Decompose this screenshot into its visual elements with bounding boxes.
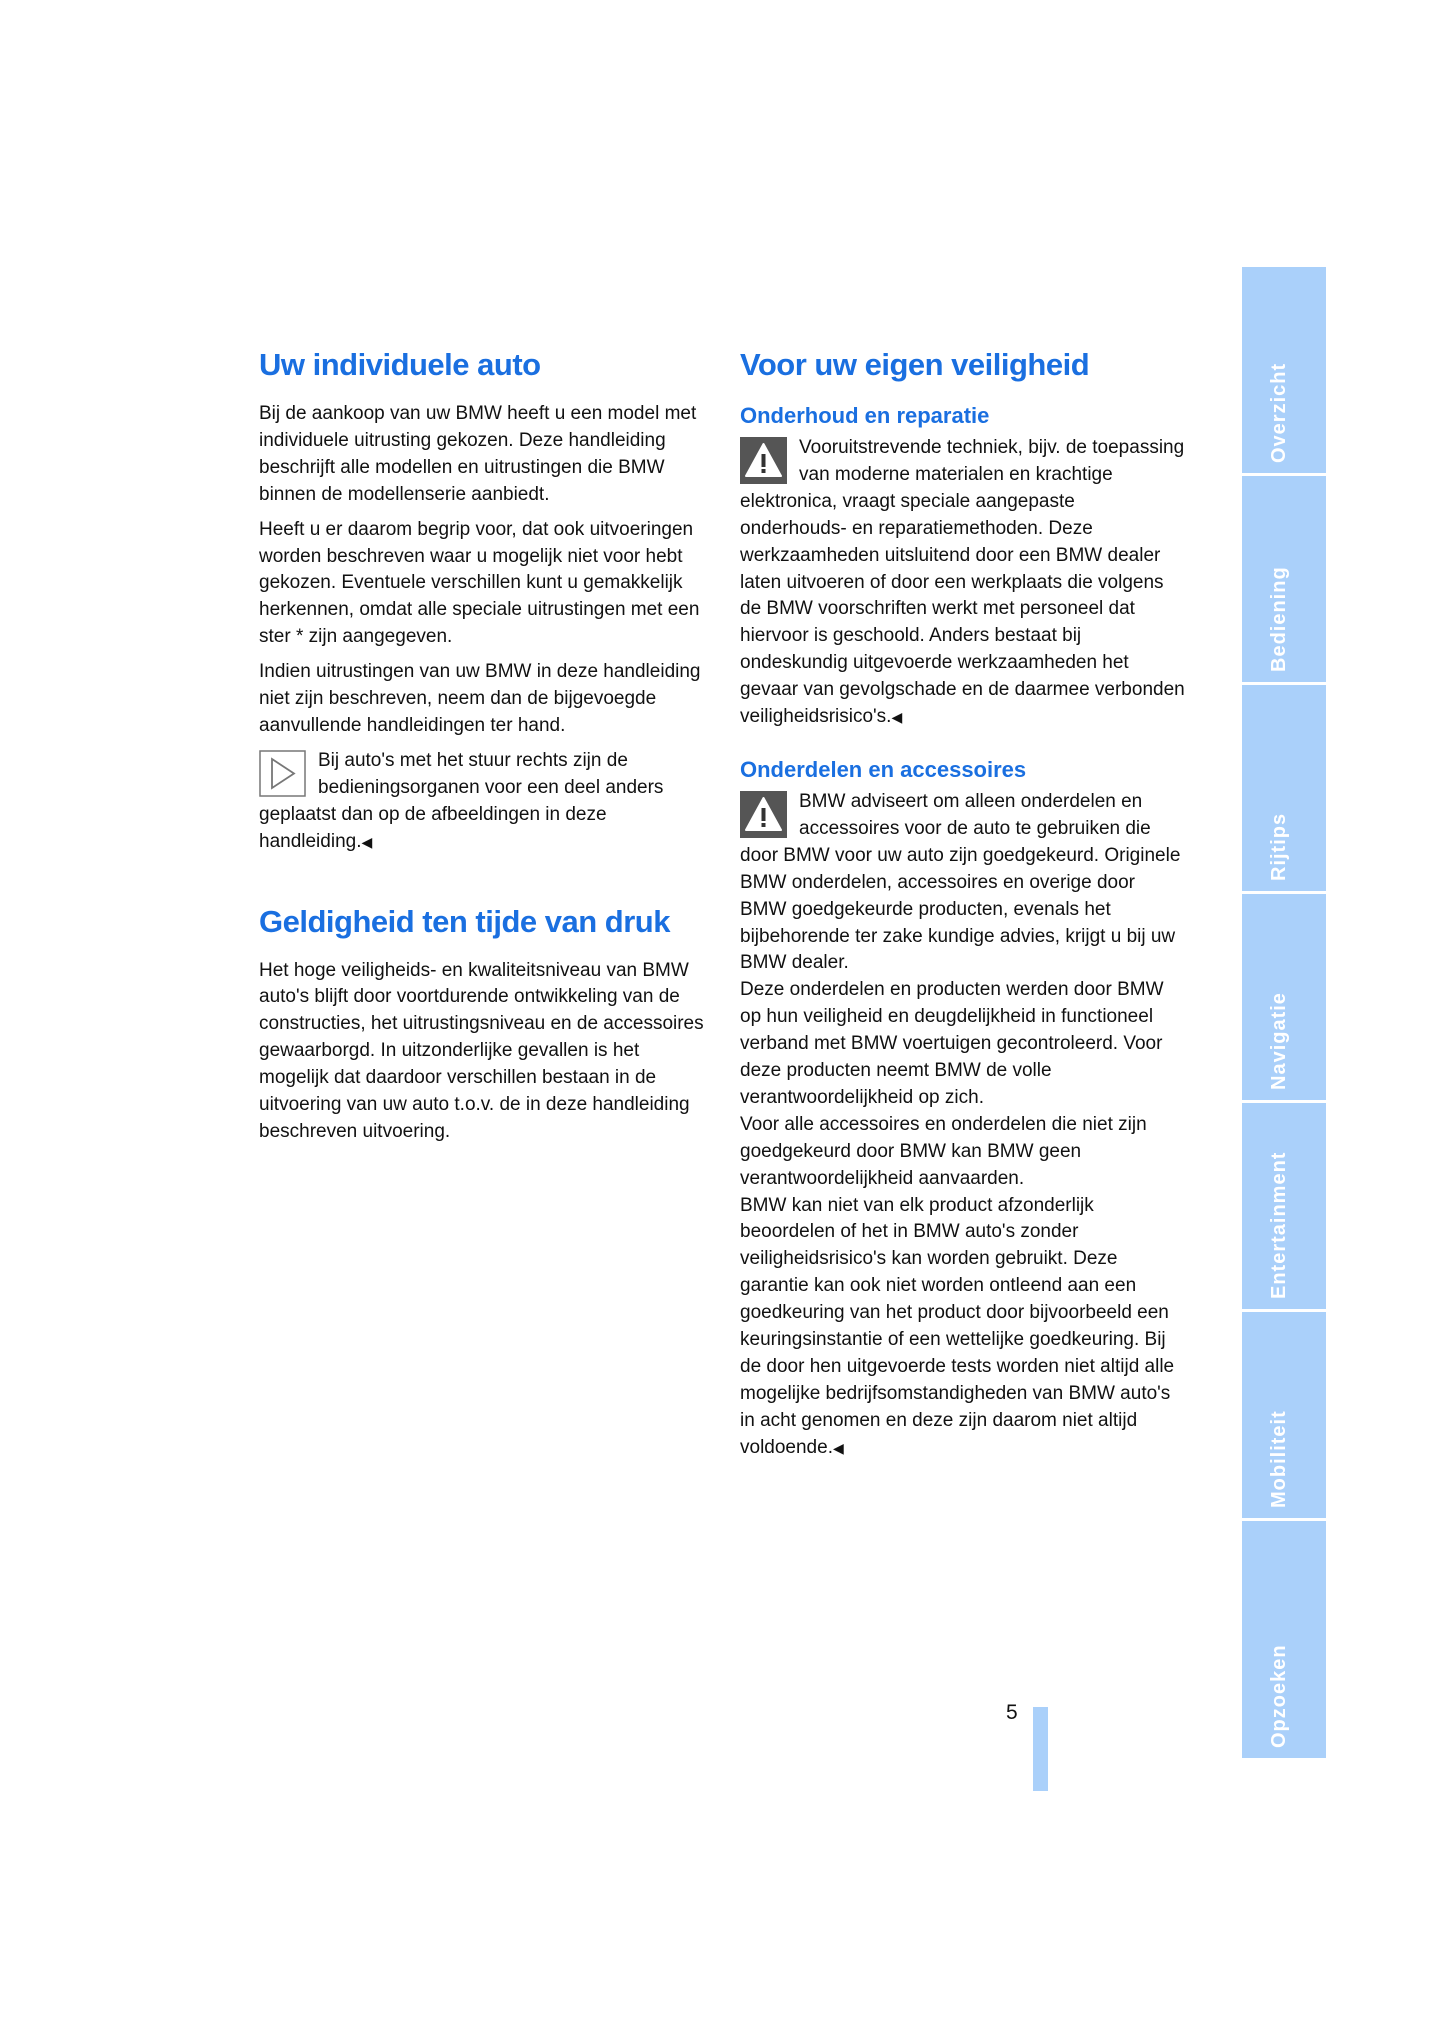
tab-label: Navigatie bbox=[1268, 992, 1290, 1090]
warning-text: Vooruitstrevende techniek, bijv. de toepassing van moderne materialen en krachtige elektronica, vraagt speciale aangepaste onderhouds- en reparatiemethoden. Deze werkzaamheden uitsluitend door een BMW dealer laten uitvoeren of door een werkplaats die volgens de BMW voorschriften werkt met personeel dat hiervoor is geschoold. Anders bestaat bij ondeskundig uitgevoerde werkzaamheden het gevaar van gevolgschade en de daarmee verbonden veiligheidsrisico's. bbox=[740, 437, 1185, 728]
end-marker-icon: ◀ bbox=[832, 1439, 844, 1456]
tab-label: Overzicht bbox=[1268, 362, 1290, 463]
tab-label: Opzoeken bbox=[1268, 1644, 1290, 1748]
subheading-parts: Onderdelen en accessoires bbox=[740, 756, 1027, 782]
paragraph bbox=[740, 1193, 1186, 1462]
paragraph: Indien uitrustingen van uw BMW in deze handleiding niet zijn beschreven, neem dan de bijgevoegde aanvullende handleidingen ter hand. bbox=[259, 661, 701, 736]
tab-label: Bediening bbox=[1268, 566, 1290, 672]
page-number: 5 bbox=[1006, 1701, 1018, 1724]
note-arrow-icon bbox=[259, 750, 306, 797]
note-block bbox=[259, 748, 705, 856]
heading-individual-car: Uw individuele auto bbox=[259, 347, 541, 382]
tab-opzoeken[interactable] bbox=[1242, 1521, 1326, 1758]
subheading-maintenance: Onderhoud en reparatie bbox=[740, 403, 990, 428]
tab-label: Entertainment bbox=[1268, 1151, 1290, 1299]
tab-label: Rijtips bbox=[1268, 812, 1290, 881]
paragraph: Voor alle accessoires en onderdelen die niet zijn goedgekeurd door BMW kan BMW geen verantwoordelijkheid aanvaarden. bbox=[740, 1113, 1147, 1189]
tab-entertainment[interactable] bbox=[1242, 1103, 1326, 1309]
heading-safety: Voor uw eigen veiligheid bbox=[740, 347, 1090, 382]
right-column bbox=[740, 345, 1186, 1462]
chapter-sidebar bbox=[1242, 267, 1326, 1758]
paragraph: Het hoge veiligheids- en kwaliteitsniveau van BMW auto's blijft door voortdurende ontwikkeling van de constructies, het uitrustingsniveau en de accessoires gewaarborgd. In uitzonderlijke gevallen is het mogelijk dat daardoor verschillen bestaan in de uitvoering van uw auto t.o.v. de in deze handleiding beschreven uitvoering. bbox=[259, 959, 704, 1142]
end-marker-icon: ◀ bbox=[361, 833, 373, 850]
warning-block bbox=[740, 435, 1186, 731]
tab-navigatie[interactable] bbox=[1242, 894, 1326, 1100]
warning-text: BMW adviseert om alleen onderdelen en accessoires voor de auto te gebruiken die door BMW voor uw auto zijn goedgekeurd. Originele BMW onderdelen, accessoires en overige door BMW goedgekeurde producten, evenals het bijbehorende ter zake kundige advies, krijgt u bij uw BMW dealer. bbox=[740, 790, 1181, 974]
tab-overzicht[interactable] bbox=[1242, 267, 1326, 473]
warning-icon bbox=[740, 437, 787, 484]
page-number-bar bbox=[1033, 1707, 1048, 1791]
note-text: Bij auto's met het stuur rechts zijn de bedieningsorganen voor een deel anders geplaatst dan op de afbeeldingen in deze handleiding. bbox=[259, 749, 664, 852]
paragraph: Bij de aankoop van uw BMW heeft u een model met individuele uitrusting gekozen. Deze handleiding beschrijft alle modellen en uitrustingen die BMW binnen de modellenserie aanbiedt. bbox=[259, 403, 697, 505]
tab-bediening[interactable] bbox=[1242, 476, 1326, 682]
left-column bbox=[259, 345, 705, 1154]
paragraph-text: BMW kan niet van elk product afzonderlijk beoordelen of het in BMW auto's zonder veiligheidsrisico's kan worden gebruikt. Deze garantie kan ook niet worden ontleend aan een goedkeuring van het product door bijvoorbeeld een keuringsinstantie of een wettelijke goedkeuring. Bij de door hen uitgevoerde tests worden niet altijd alle mogelijke bedrijfsomstandigheden van BMW auto's in acht genomen en deze zijn daarom niet altijd voldoende. bbox=[740, 1194, 1175, 1458]
paragraph: Deze onderdelen en producten werden door BMW op hun veiligheid en deugdelijkheid in functioneel verband met BMW voertuigen gecontroleerd. Voor deze producten neemt BMW de volle verantwoordelijkheid op zich. bbox=[740, 979, 1164, 1108]
end-marker-icon: ◀ bbox=[891, 709, 903, 726]
warning-icon bbox=[740, 791, 787, 838]
tab-label: Mobiliteit bbox=[1268, 1410, 1290, 1508]
paragraph: Heeft u er daarom begrip voor, dat ook uitvoeringen worden beschreven waar u mogelijk niet voor hebt gekozen. Eventuele verschillen kunt u gemakkelijk herkennen, omdat alle speciale uitrustingen met een ster * zijn aangegeven. bbox=[259, 518, 700, 648]
tab-mobiliteit[interactable] bbox=[1242, 1312, 1326, 1518]
warning-block bbox=[740, 789, 1186, 977]
heading-validity: Geldigheid ten tijde van druk bbox=[259, 903, 670, 939]
tab-rijtips[interactable] bbox=[1242, 685, 1326, 891]
